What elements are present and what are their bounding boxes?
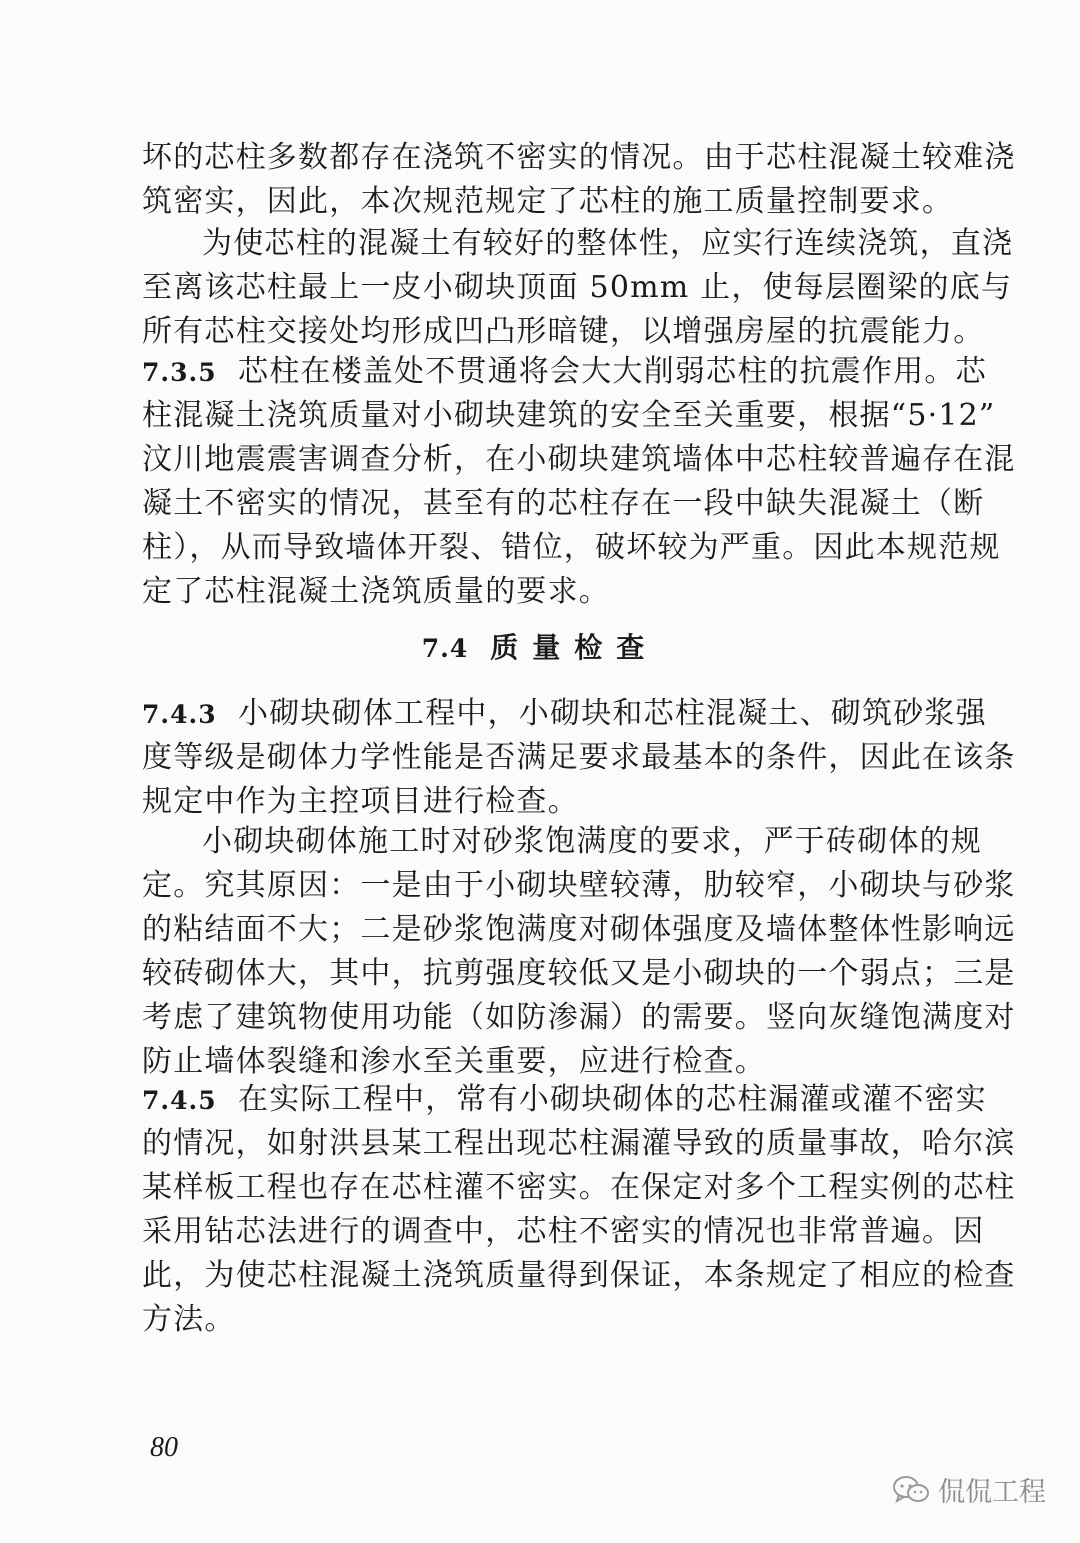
paragraph-core-column-integrity [142, 222, 1014, 354]
text-line: 防止墙体裂缝和渗水至关重要，应进行检查。 [142, 1044, 766, 1079]
watermark-text: 侃侃工程 [938, 1477, 1046, 1508]
page-number: 80 [150, 1432, 178, 1463]
text-line: 柱混凝土浇筑质量对小砌块建筑的安全至关重要，根据“5·12” [142, 398, 996, 433]
clause-text: 芯柱在楼盖处不贯通将会大大削弱芯柱的抗震作用。芯 [238, 354, 987, 389]
text-line: 规定中作为主控项目进行检查。 [142, 784, 579, 819]
wechat-icon [892, 1474, 930, 1506]
text-line: 采用钻芯法进行的调查中，芯柱不密实的情况也非常普遍。因 [142, 1214, 985, 1249]
clause-7-4-3 [142, 692, 1016, 824]
text-line: 较砖砌体大，其中，抗剪强度较低又是小砌块的一个弱点；三是 [142, 956, 1016, 991]
text-line [142, 692, 987, 736]
text-line: 度等级是砌体力学性能是否满足要求最基本的条件，因此在该条 [142, 740, 1016, 775]
text-line: 汶川地震震害调查分析，在小砌块建筑墙体中芯柱较普遍存在混 [142, 442, 1016, 477]
clause-number: 7.4.5 [142, 1086, 217, 1115]
paragraph-mortar-fullness [142, 820, 1016, 1084]
text-line: 至离该芯柱最上一皮小砌块顶面 50mm 止，使每层圈梁的底与 [142, 270, 1013, 305]
text-line: 为使芯柱的混凝土有较好的整体性，应实行连续浇筑，直浇 [202, 226, 1014, 261]
watermark [892, 1470, 1046, 1509]
text-line: 方法。 [142, 1302, 236, 1337]
text-line: 柱），从而导致墙体开裂、错位，破坏较为严重。因此本规范规 [142, 530, 1001, 565]
text-line: 所有芯柱交接处均形成凹凸形暗键，以增强房屋的抗震能力。 [142, 314, 985, 349]
text-line: 某样板工程也存在芯柱灌不密实。在保定对多个工程实例的芯柱 [142, 1170, 1016, 1205]
text-line: 定了芯柱混凝土浇筑质量的要求。 [142, 574, 610, 609]
text-line: 的情况，如射洪县某工程出现芯柱漏灌导致的质量事故，哈尔滨 [142, 1126, 1016, 1161]
text-line: 的粘结面不大；二是砂浆饱满度对砌体强度及墙体整体性影响远 [142, 912, 1016, 947]
clause-7-3-5 [142, 350, 1016, 614]
text-line: 考虑了建筑物使用功能（如防渗漏）的需要。竖向灰缝饱满度对 [142, 1000, 1016, 1035]
text-line: 凝土不密实的情况，甚至有的芯柱存在一段中缺失混凝土（断 [142, 486, 985, 521]
section-title: 质量检查 [490, 631, 659, 664]
section-number: 7.4 [421, 634, 469, 663]
clause-text: 小砌块砌体工程中，小砌块和芯柱混凝土、砌筑砂浆强 [238, 696, 987, 731]
text-line: 小砌块砌体施工时对砂浆饱满度的要求，严于砖砌体的规 [202, 824, 982, 859]
text-line: 此，为使芯柱混凝土浇筑质量得到保证，本条规定了相应的检查 [142, 1258, 1016, 1293]
paragraph-continued [142, 136, 1016, 224]
clause-7-4-5 [142, 1078, 1016, 1342]
text-line [142, 350, 987, 394]
clause-number: 7.4.3 [142, 700, 217, 729]
text-line: 定。究其原因：一是由于小砌块壁较薄，肋较窄，小砌块与砂浆 [142, 868, 1016, 903]
section-heading [0, 628, 1080, 669]
text-line: 筑密实，因此，本次规范规定了芯柱的施工质量控制要求。 [142, 184, 954, 219]
clause-number: 7.3.5 [142, 358, 217, 387]
text-line: 坏的芯柱多数都存在浇筑不密实的情况。由于芯柱混凝土较难浇 [142, 140, 1016, 175]
text-line [142, 1078, 987, 1122]
clause-text: 在实际工程中，常有小砌块砌体的芯柱漏灌或灌不密实 [238, 1082, 987, 1117]
